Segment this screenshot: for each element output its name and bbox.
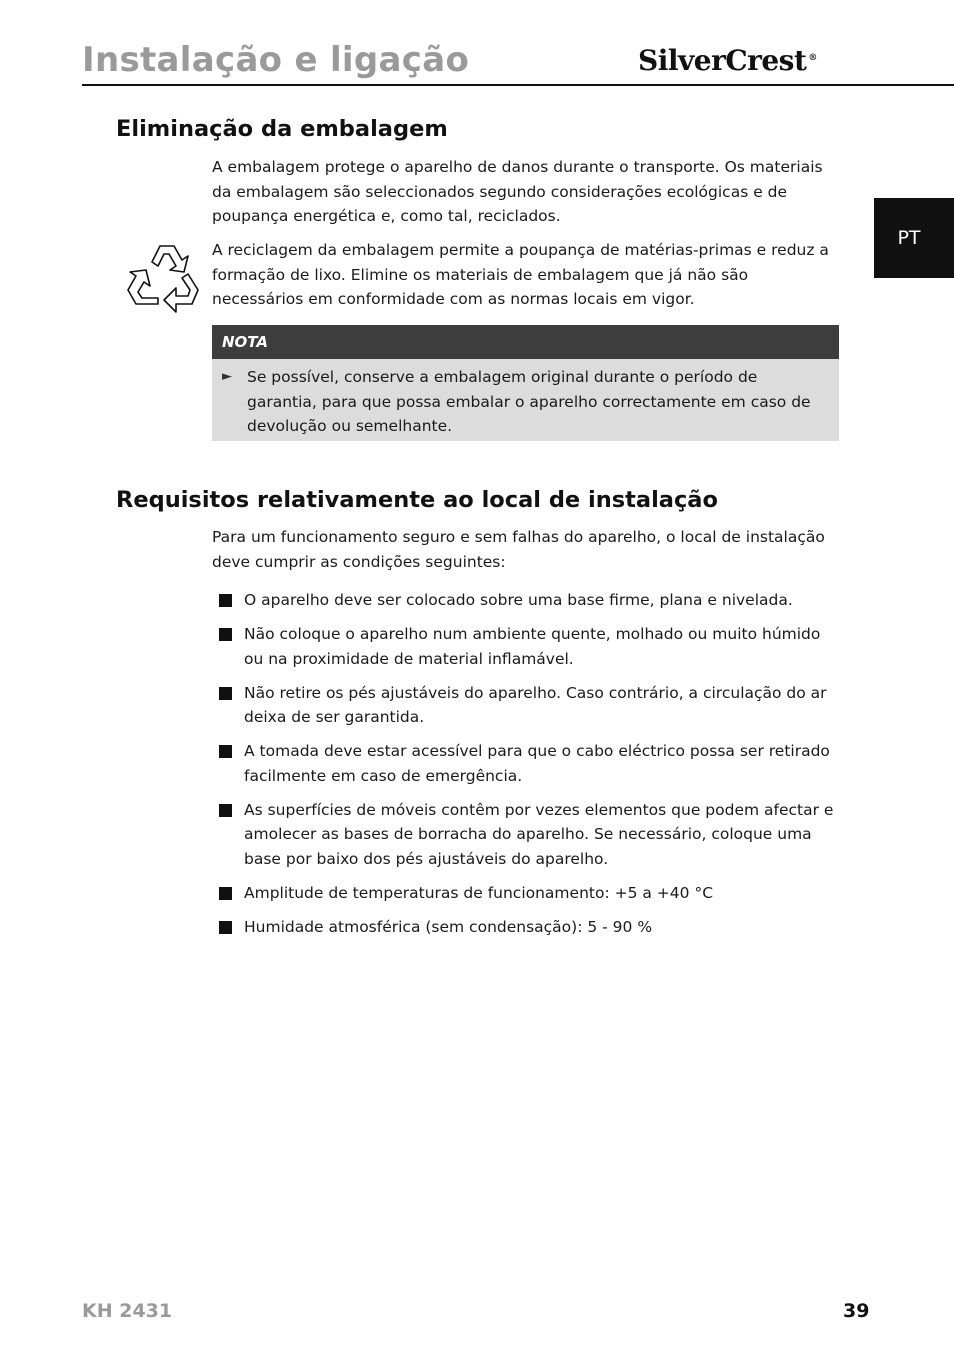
page-number: 39 xyxy=(843,1300,870,1322)
square-bullet-icon xyxy=(219,921,232,934)
square-bullet-icon xyxy=(219,687,232,700)
list-item: O aparelho deve ser colocado sobre uma base firme, plana e nivelada. xyxy=(212,588,842,613)
section-heading-packaging: Eliminação da embalagem xyxy=(116,116,448,142)
list-item: Não retire os pés ajustáveis do aparelho. Caso contrário, a circulação do ar deixa de ser garantida. xyxy=(212,681,842,730)
packaging-paragraph-1: A embalagem protege o aparelho de danos durante o transporte. Os materiais da embalagem são seleccionados segundo considerações ecológicas e de poupança energética e, como tal, reciclados. xyxy=(212,158,823,225)
note-title: NOTA xyxy=(212,325,839,359)
installation-intro: Para um funcionamento seguro e sem falhas do aparelho, o local de instalação deve cumprir as condições seguintes: xyxy=(212,528,825,571)
square-bullet-icon xyxy=(219,628,232,641)
square-bullet-icon xyxy=(219,887,232,900)
list-item: Humidade atmosférica (sem condensação): 5 - 90 % xyxy=(212,915,842,940)
brand-name: SilverCrest xyxy=(638,44,807,77)
note-box xyxy=(212,325,839,441)
section-heading-installation: Requisitos relativamente ao local de instalação xyxy=(116,487,718,513)
list-item: Não coloque o aparelho num ambiente quente, molhado ou muito húmido ou na proximidade de material inflamável. xyxy=(212,622,842,671)
list-item: As superfícies de móveis contêm por vezes elementos que podem afectar e amolecer as bases de borracha do aparelho. Se necessário, coloque uma base por baixo dos pés ajustáveis do aparelho. xyxy=(212,798,842,872)
list-item: A tomada deve estar acessível para que o cabo eléctrico possa ser retirado facilmente em caso de emergência. xyxy=(212,739,842,788)
square-bullet-icon xyxy=(219,594,232,607)
square-bullet-icon xyxy=(219,804,232,817)
square-bullet-icon xyxy=(219,745,232,758)
footer-model: KH 2431 xyxy=(82,1300,173,1322)
language-tab: PT xyxy=(874,198,954,278)
brand-logo xyxy=(638,44,817,77)
page-title: Instalação e ligação xyxy=(82,40,470,80)
note-item xyxy=(212,359,839,439)
packaging-paragraph-2: A reciclagem da embalagem permite a poupança de matérias-primas e reduz a formação de lixo. Elimine os materiais de embalagem que já não são necessários em conformidade com as normas locais em vigor. xyxy=(212,241,829,308)
recycle-icon xyxy=(122,240,204,316)
requirements-list xyxy=(212,588,842,949)
list-item: Amplitude de temperaturas de funcionamento: +5 a +40 °C xyxy=(212,881,842,906)
registered-mark: ® xyxy=(808,52,817,63)
arrow-right-icon: ► xyxy=(222,369,232,384)
header-rule xyxy=(82,84,954,86)
note-text: Se possível, conserve a embalagem original durante o período de garantia, para que possa embalar o aparelho correctamente em caso de devolução ou semelhante. xyxy=(247,368,811,435)
